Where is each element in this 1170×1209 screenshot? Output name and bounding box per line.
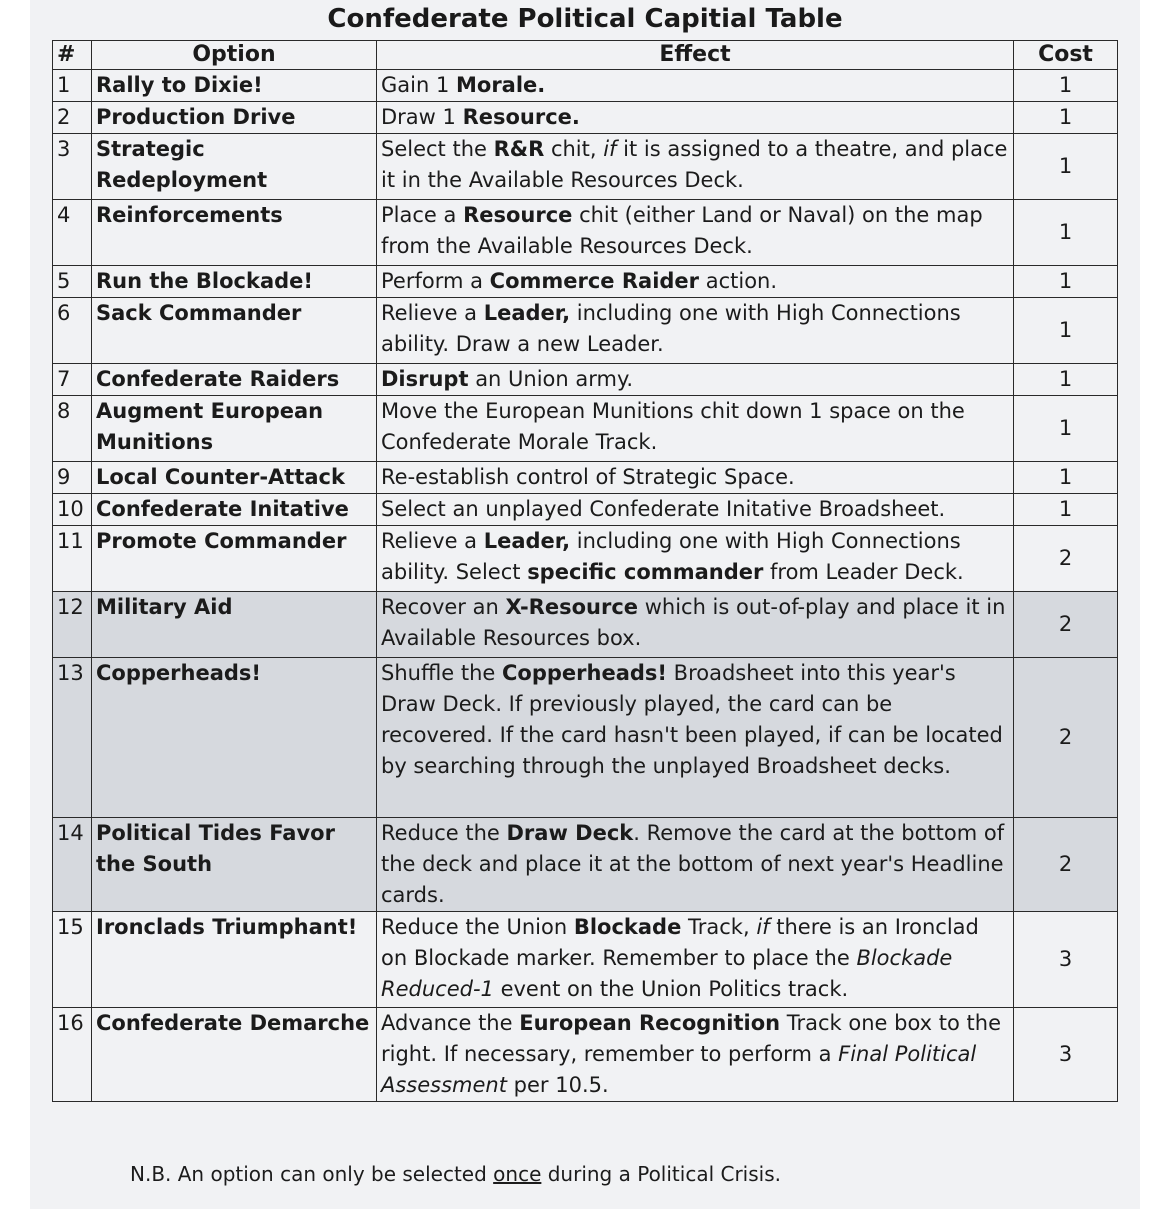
effect-segment: Broadsheet into this year's Draw Deck. If previously played, the card can be recovered. If the card hasn't been played, if can be located by searching through the unplayed Broadsheet decks.: [381, 661, 1003, 778]
row-number: 5: [53, 266, 92, 298]
header-row: [53, 41, 1118, 70]
effect-segment: Relieve a: [381, 529, 484, 553]
table-row: [53, 364, 1118, 396]
effect-text: [377, 526, 1014, 592]
table-row: [53, 526, 1118, 592]
effect-text: [377, 364, 1014, 396]
effect-text: [377, 494, 1014, 526]
effect-text: [377, 912, 1014, 1008]
footnote-after: during a Political Crisis.: [541, 1162, 781, 1186]
table-row: [53, 298, 1118, 364]
cost-value: 1: [1014, 494, 1118, 526]
effect-segment: Shuffle the: [381, 661, 502, 685]
effect-segment: if: [756, 915, 770, 939]
effect-segment: Copperheads!: [502, 661, 667, 685]
effect-segment: Morale.: [456, 73, 546, 97]
table-row: [53, 658, 1118, 818]
cost-value: 1: [1014, 298, 1118, 364]
table-row: [53, 134, 1118, 200]
table-row: [53, 102, 1118, 134]
cost-value: 1: [1014, 266, 1118, 298]
cost-value: 1: [1014, 134, 1118, 200]
effect-segment: including one with High Connections ability. Select: [381, 529, 961, 584]
row-number: 4: [53, 200, 92, 266]
effect-segment: Draw 1: [381, 105, 463, 129]
table-row: [53, 266, 1118, 298]
header-effect: Effect: [377, 41, 1014, 70]
option-name: Copperheads!: [92, 658, 377, 818]
effect-text: [377, 818, 1014, 912]
table-row: [53, 818, 1118, 912]
row-number: 7: [53, 364, 92, 396]
option-name: Confederate Raiders: [92, 364, 377, 396]
cost-value: 1: [1014, 200, 1118, 266]
effect-segment: Reduce the Union: [381, 915, 574, 939]
effect-segment: Leader,: [483, 301, 571, 325]
row-number: 6: [53, 298, 92, 364]
table-row: [53, 912, 1118, 1008]
table-row: [53, 396, 1118, 462]
row-number: 13: [53, 658, 92, 818]
effect-text: [377, 200, 1014, 266]
option-name: Political Tides Favor the South: [92, 818, 377, 912]
effect-segment: chit,: [544, 137, 604, 161]
row-number: 15: [53, 912, 92, 1008]
effect-segment: chit (either Land or Naval) on the map from the Available Resources Deck.: [381, 203, 983, 258]
option-name: Confederate Initative: [92, 494, 377, 526]
effect-segment: specific commander: [527, 560, 764, 584]
cost-value: 2: [1014, 658, 1118, 818]
option-name: Augment European Munitions: [92, 396, 377, 462]
effect-segment: Perform a: [381, 269, 490, 293]
effect-segment: Commerce Raider: [489, 269, 700, 293]
effect-segment: there is an Ironclad on Blockade marker. Remember to place the: [381, 915, 979, 970]
effect-segment: Advance the: [381, 1011, 520, 1035]
row-number: 8: [53, 396, 92, 462]
rules-sheet: [30, 0, 1140, 1209]
effect-segment: it is assigned to a theatre, and place it in the Available Resources Deck.: [381, 137, 1008, 192]
option-name: Promote Commander: [92, 526, 377, 592]
effect-segment: Track,: [681, 915, 757, 939]
row-number: 10: [53, 494, 92, 526]
effect-segment: per 10.5.: [506, 1073, 609, 1097]
footnote-before: N.B. An option can only be selected: [130, 1162, 494, 1186]
cost-value: 3: [1014, 912, 1118, 1008]
effect-segment: Select an unplayed Confederate Initative Broadsheet.: [381, 497, 946, 521]
effect-segment: European Recognition: [519, 1011, 781, 1035]
effect-text: [377, 658, 1014, 818]
effect-segment: Recover an: [381, 595, 506, 619]
effect-segment: Re-establish control of Strategic Space.: [381, 465, 795, 489]
table-row: [53, 200, 1118, 266]
header-num: #: [53, 41, 92, 70]
row-number: 9: [53, 462, 92, 494]
cost-value: 1: [1014, 102, 1118, 134]
effect-segment: if: [603, 137, 617, 161]
effect-segment: Draw Deck: [506, 821, 634, 845]
table-row: [53, 462, 1118, 494]
option-name: Production Drive: [92, 102, 377, 134]
header-cost: Cost: [1014, 41, 1118, 70]
effect-segment: Place a: [381, 203, 464, 227]
cost-value: 2: [1014, 592, 1118, 658]
header-option: Option: [92, 41, 377, 70]
cost-value: 2: [1014, 818, 1118, 912]
option-name: Rally to Dixie!: [92, 70, 377, 102]
table-row: [53, 1008, 1118, 1102]
cost-value: 1: [1014, 462, 1118, 494]
cost-value: 1: [1014, 396, 1118, 462]
row-number: 2: [53, 102, 92, 134]
effect-text: [377, 462, 1014, 494]
effect-segment: Final Political Assessment: [381, 1042, 977, 1097]
row-number: 14: [53, 818, 92, 912]
effect-segment: Gain 1: [381, 73, 456, 97]
effect-text: [377, 134, 1014, 200]
effect-segment: R&R: [493, 137, 545, 161]
effect-segment: Leader,: [483, 529, 571, 553]
effect-segment: Reduce the: [381, 821, 507, 845]
effect-segment: from Leader Deck.: [763, 560, 964, 584]
table-row: [53, 70, 1118, 102]
effect-text: [377, 592, 1014, 658]
option-name: Ironclads Triumphant!: [92, 912, 377, 1008]
option-name: Local Counter-Attack: [92, 462, 377, 494]
effect-segment: X-Resource: [505, 595, 639, 619]
footnote: [130, 1162, 781, 1186]
effect-segment: . Remove the card at the bottom of the deck and place it at the bottom of next year's Headline cards.: [381, 821, 1005, 907]
effect-text: [377, 396, 1014, 462]
political-capital-table: [52, 40, 1118, 1102]
cost-value: 1: [1014, 364, 1118, 396]
effect-segment: action.: [699, 269, 778, 293]
option-name: Confederate Demarche: [92, 1008, 377, 1102]
effect-text: [377, 1008, 1014, 1102]
footnote-underlined: once: [493, 1162, 542, 1186]
row-number: 16: [53, 1008, 92, 1102]
effect-segment: Track one box to the right. If necessary, remember to perform a: [381, 1011, 1002, 1066]
effect-segment: an Union army.: [468, 367, 634, 391]
effect-text: [377, 102, 1014, 134]
effect-segment: Disrupt: [381, 367, 469, 391]
cost-value: 1: [1014, 70, 1118, 102]
option-name: Strategic Redeployment: [92, 134, 377, 200]
row-number: 1: [53, 70, 92, 102]
table-row: [53, 592, 1118, 658]
effect-segment: Blockade Reduced-1: [381, 946, 953, 1001]
effect-segment: Relieve a: [381, 301, 484, 325]
row-number: 11: [53, 526, 92, 592]
effect-segment: Select the: [381, 137, 494, 161]
effect-segment: event on the Union Politics track.: [493, 977, 849, 1001]
option-name: Reinforcements: [92, 200, 377, 266]
table-title: Confederate Political Capitial Table: [327, 4, 843, 34]
option-name: Sack Commander: [92, 298, 377, 364]
row-number: 3: [53, 134, 92, 200]
effect-segment: which is out-of-play and place it in Available Resources box.: [381, 595, 1006, 650]
cost-value: 3: [1014, 1008, 1118, 1102]
effect-text: [377, 266, 1014, 298]
effect-segment: including one with High Connections ability. Draw a new Leader.: [381, 301, 961, 356]
row-number: 12: [53, 592, 92, 658]
option-name: Run the Blockade!: [92, 266, 377, 298]
effect-text: [377, 70, 1014, 102]
table-row: [53, 494, 1118, 526]
effect-segment: Resource: [463, 203, 573, 227]
option-name: Military Aid: [92, 592, 377, 658]
effect-text: [377, 298, 1014, 364]
cost-value: 2: [1014, 526, 1118, 592]
effect-segment: Resource.: [462, 105, 580, 129]
effect-segment: Move the European Munitions chit down 1 space on the Confederate Morale Track.: [381, 399, 965, 454]
effect-segment: Blockade: [573, 915, 682, 939]
